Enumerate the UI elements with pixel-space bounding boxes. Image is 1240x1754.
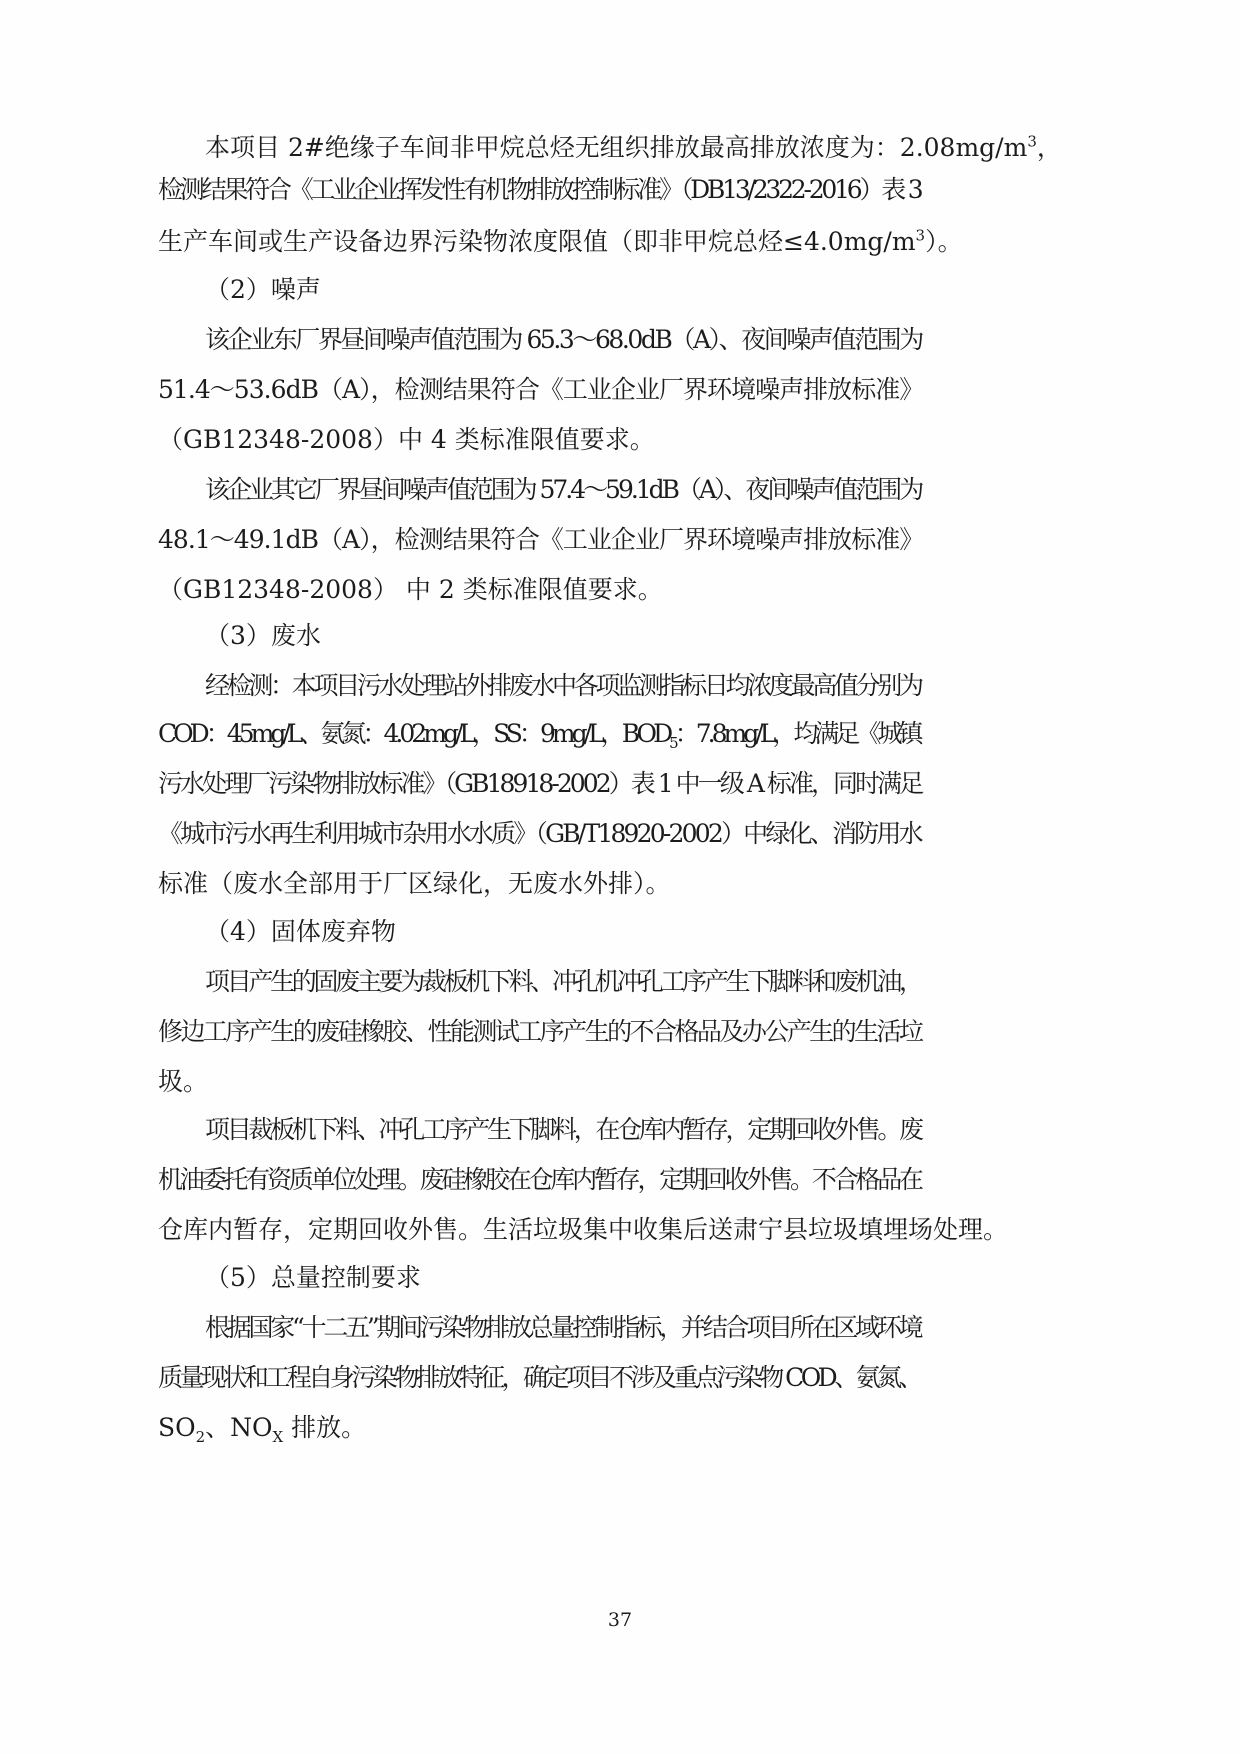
text-run: SO [158, 1413, 196, 1442]
text-run: X [272, 1428, 284, 1446]
text-run: （5）总量控制要求 [205, 1263, 421, 1292]
text-line [158, 706, 920, 762]
text-run: 生产车间或生产设备边界污染物浓度限值（即非甲烷总烃≤4.0mg/m [158, 227, 916, 256]
text-line [205, 954, 921, 1010]
text-run: 经检测：本项目污水处理站外排废水中各项监测指标日均浓度最高值分别为 [205, 671, 921, 700]
text-run: 48.1～49.1dB（A），检测结果符合《工业企业厂界环境噪声排放标准》 [158, 525, 924, 554]
text-run: 圾。 [158, 1067, 209, 1096]
text-run: 51.4～53.6dB（A），检测结果符合《工业企业厂界环境噪声排放标准》 [158, 375, 924, 404]
text-run: 标准（废水全部用于厂区绿化，无废水外排）。 [158, 869, 671, 898]
text-run: 项目产生的固废主要为裁板机下料、冲孔机冲孔工序产生下脚料和废机油， [205, 967, 921, 996]
text-run: 根据国家“十二五”期间污染物排放总量控制指标，并结合项目所在区域环境 [205, 1313, 921, 1342]
text-run: 仓库内暂存，定期回收外售。生活垃圾集中收集后送肃宁县垃圾填埋场处理。 [158, 1215, 1009, 1244]
text-line [158, 1004, 921, 1060]
text-run: 3 [1027, 132, 1037, 151]
text-line [158, 362, 923, 418]
text-run: 5 [669, 734, 675, 752]
text-run: （GB12348-2008） 中 2 类标准限值要求。 [158, 575, 663, 604]
text-line [205, 312, 922, 368]
text-line [205, 1102, 921, 1158]
text-run: 污水处理厂污染物排放标准》（GB18918-2002）表 1 中一级 A 标准，同时满足 [158, 769, 922, 798]
text-run: 检测结果符合《工业企业挥发性有机物排放控制标准》（DB13/2322-2016）表 3 [158, 175, 921, 204]
text-line [158, 412, 655, 468]
text-line [205, 1300, 920, 1356]
text-line [205, 1250, 421, 1306]
text-line [158, 1054, 208, 1110]
text-run: （2）噪声 [205, 275, 321, 304]
text-line [158, 512, 923, 568]
text-run: ）。 [925, 227, 963, 256]
text-run: （3）废水 [205, 621, 321, 650]
text-run: 排放。 [283, 1413, 367, 1442]
text-run: 2 [195, 1428, 206, 1446]
text-run: 项目裁板机下料、冲孔工序产生下脚料，在仓库内暂存，定期回收外售。废 [205, 1115, 921, 1144]
text-line [205, 608, 321, 664]
page-number: 37 [607, 1609, 633, 1631]
text-run: 修边工序产生的废硅橡胶、性能测试工序产生的不合格品及办公产生的生活垃 [158, 1017, 922, 1046]
text-line [158, 806, 921, 862]
text-run: 该企业东厂界昼间噪声值范围为 65.3～68.0dB（A）、夜间噪声值范围为 [205, 325, 922, 354]
text-run: 《城市污水再生利用城市杂用水水质》（GB/T18920-2002）中绿化、消防用水 [158, 819, 921, 848]
text-run: 、NO [205, 1413, 273, 1442]
text-line [158, 162, 920, 218]
text-line [205, 904, 396, 960]
text-run: 该企业其它厂界昼间噪声值范围为 57.4～59.1dB（A）、夜间噪声值范围为 [205, 475, 922, 504]
text-line [205, 462, 921, 518]
text-run: 质量现状和工程自身污染物排放特征，确定项目不涉及重点污染物 COD、氨氮、 [158, 1363, 921, 1392]
text-run: ， [1036, 133, 1062, 162]
text-line [158, 756, 921, 812]
text-line [205, 262, 321, 318]
text-run: 机油委托有资质单位处理。废硅橡胶在仓库内暂存，定期回收外售。不合格品在 [158, 1165, 921, 1194]
text-run: （GB12348-2008）中 4 类标准限值要求。 [158, 425, 655, 454]
text-run: 3 [915, 226, 926, 245]
text-run: 本项目 2#绝缘子车间非甲烷总烃无组织排放最高排放浓度为：2.08mg/m [205, 133, 1028, 162]
text-run: （4）固体废弃物 [205, 917, 396, 946]
text-run: ：7.8mg/L，均满足《城镇 [674, 719, 920, 748]
text-line [158, 1400, 366, 1456]
text-line [158, 1152, 921, 1208]
text-run: COD：45mg/L、氨氮：4.02mg/L，SS：9mg/L，BOD [158, 719, 670, 748]
text-line [158, 1350, 920, 1406]
